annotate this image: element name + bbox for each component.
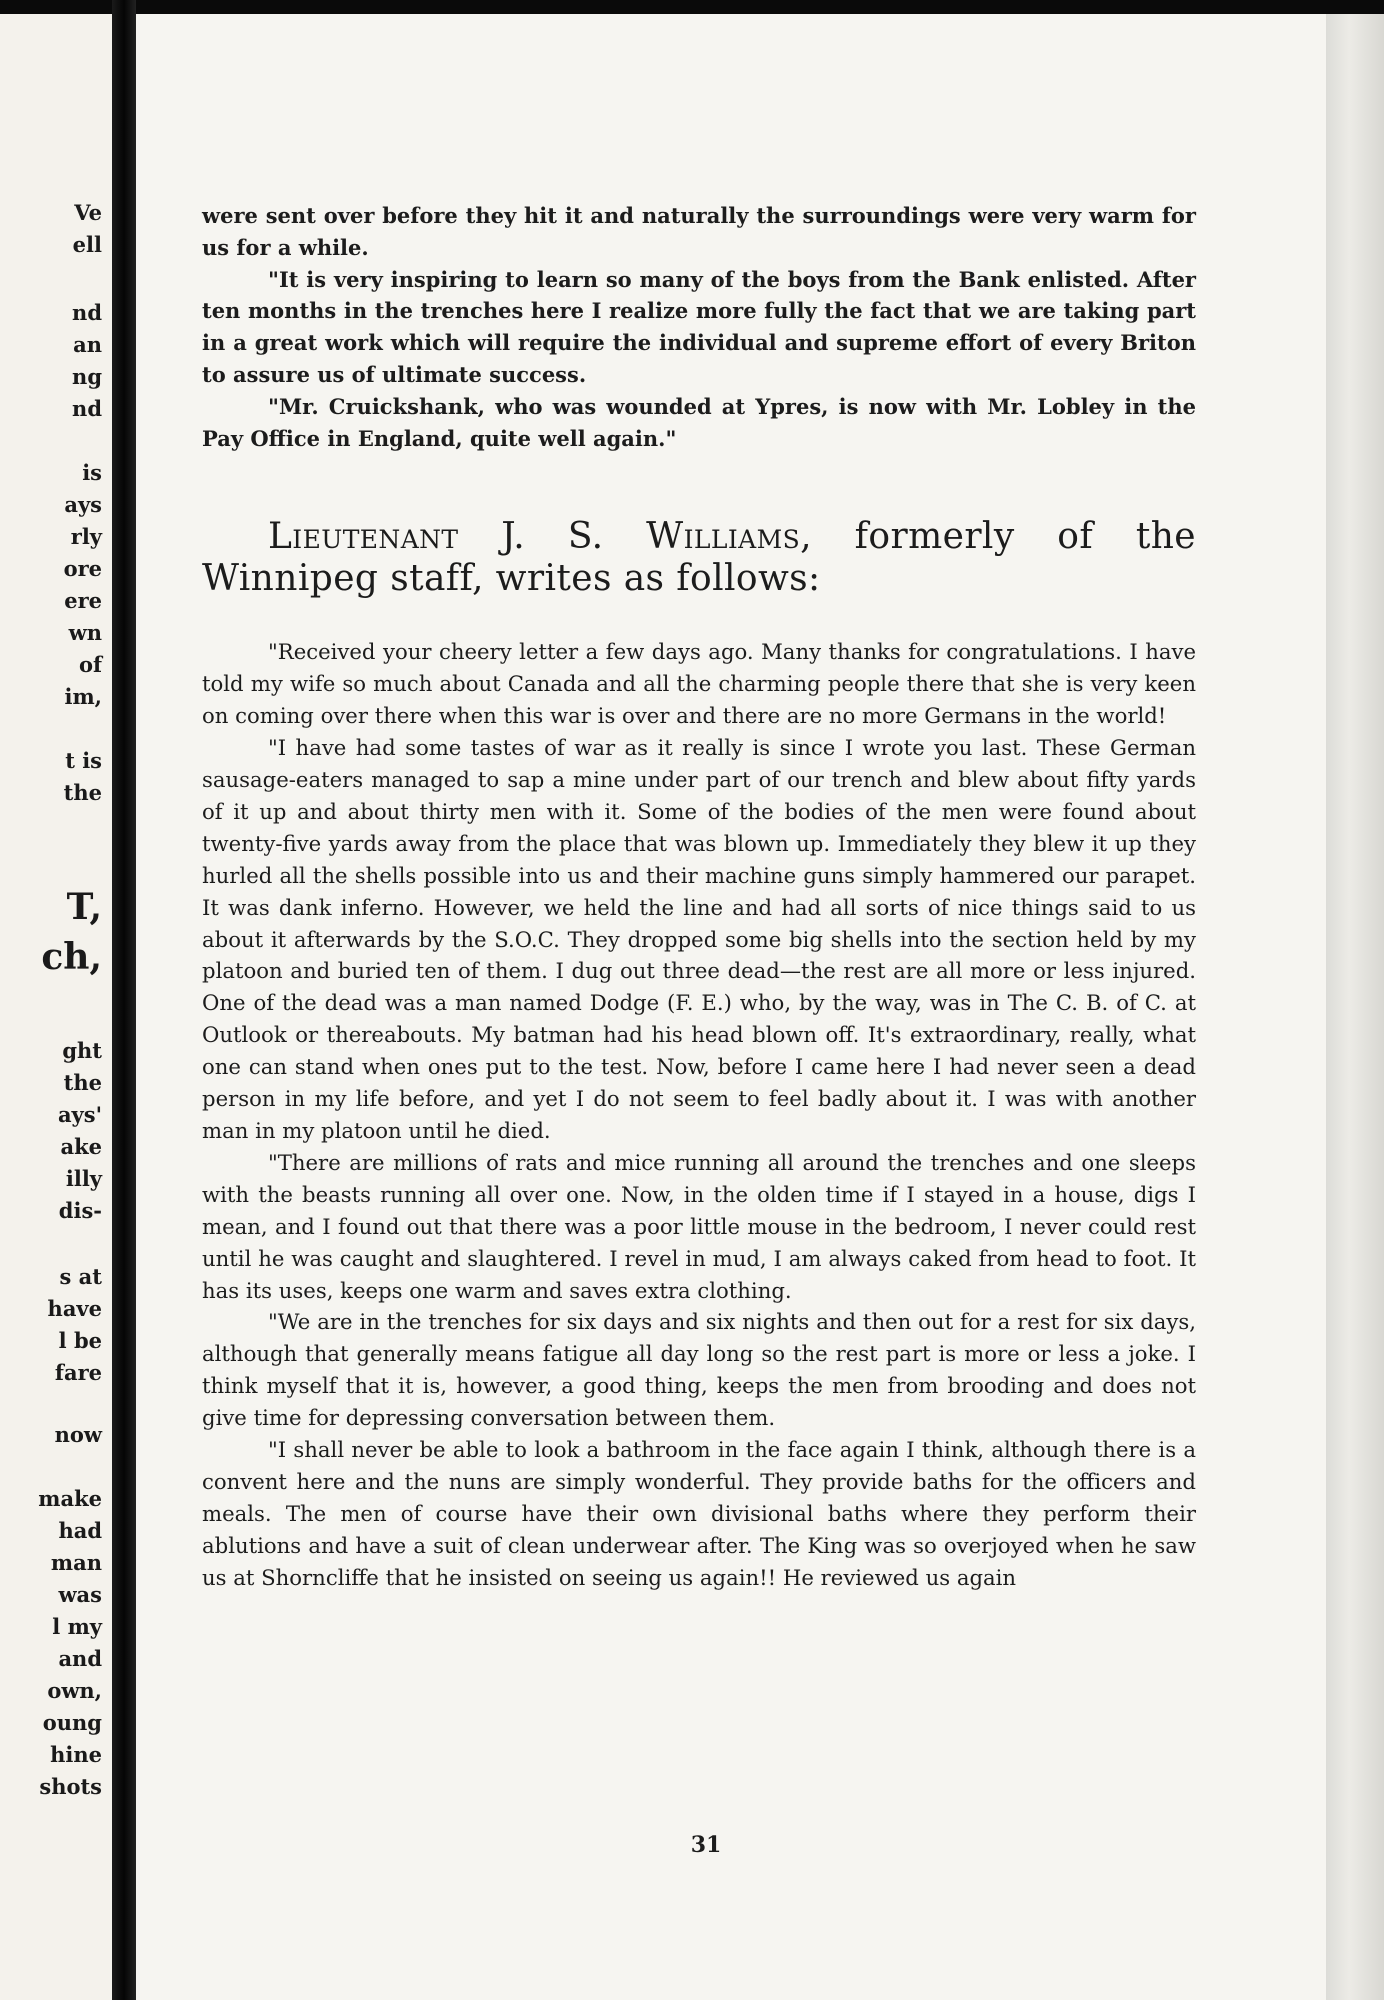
- facing-page-fragment: was: [58, 1582, 102, 1607]
- facing-page-fragment: s at: [59, 1264, 102, 1289]
- paragraph: "It is very inspiring to learn so many of the boys from the Bank enlisted. After ten months in the trenches here I realize more fully the fact that we are taking part in a great work which will require the individual and supreme effort of every Briton to assure us of ultimate success.: [202, 266, 1196, 387]
- facing-page-fragment: shots: [39, 1774, 102, 1799]
- facing-page-fragment: nd: [72, 396, 102, 421]
- facing-page-fragment: ch,: [41, 936, 102, 978]
- facing-page-fragment: fare: [54, 1360, 102, 1385]
- paragraph: "I have had some tastes of war as it really is since I wrote you last. These German sausage-eaters managed to sap a mine under part of our trench and blew about fifty yards of it up and about thirty men with it. Some of the bodies of the men were found about twenty-five yards away from the place that was blown up. Immediately they blew it up they hurled all the shells possible into us and their machine guns simply hammered our parapet. It was dank inferno. However, we held the line and had all sorts of nice things said to us about it afterwards by the S.O.C. They dropped some big shells into the section held by my platoon and buried ten of them. I dug out three dead—the rest are all more or less injured. One of the dead was a man named Dodge (F. E.) who, by the way, was in The C. B. of C. at Outlook or thereabouts. My batman had his head blown off. It's extraordinary, really, what one can stand when ones put to the test. Now, before I came here I had never seen a dead person in my life before, and yet I do not seem to feel badly about it. I was with another man in my platoon until he died.: [202, 735, 1196, 1143]
- facing-page-fragment: wn: [68, 620, 102, 645]
- book-gutter: [112, 0, 136, 2000]
- facing-page-fragment: of: [78, 652, 102, 677]
- page-body: [202, 200, 1196, 1594]
- page-stack-edge: [1326, 14, 1384, 2000]
- paragraph: "Mr. Cruickshank, who was wounded at Ypres, is now with Mr. Lobley in the Pay Office in England, quite well again.": [202, 393, 1196, 451]
- facing-page-fragment: l be: [58, 1328, 102, 1353]
- facing-page-fragment: im,: [64, 684, 102, 709]
- paragraph: "I shall never be able to look a bathroom in the face again I think, although there is a convent here and the nuns are simply wonderful. They provide baths for the officers and meals. The men of course have their own divisional baths where they perform their ablutions and have a suit of clean underwear after. The King was so overjoyed when he saw us at Shorncliffe that he insisted on seeing us again!! He reviewed us again: [202, 1437, 1196, 1590]
- facing-page-fragment: t is: [65, 748, 102, 773]
- facing-page-fragment: now: [54, 1422, 102, 1447]
- facing-page-fragment: own,: [47, 1678, 102, 1703]
- facing-page-edge: [0, 14, 112, 2000]
- page-number: 31: [690, 1832, 722, 1858]
- facing-page-fragment: ore: [63, 556, 102, 581]
- paragraph: "We are in the trenches for six days and six nights and then out for a rest for six days, although that generally means fatigue all day long so the rest part is more or less a joke. I think myself that it is, however, a good thing, keeps the men from brooding and does not give time for depressing conversation between them.: [202, 1309, 1196, 1431]
- book-page: [136, 14, 1326, 2000]
- facing-page-fragment: ght: [62, 1038, 102, 1063]
- facing-page-fragment: T,: [66, 886, 102, 928]
- facing-page-fragment: Ve: [74, 200, 102, 225]
- facing-page-fragment: have: [47, 1296, 102, 1321]
- paragraph: were sent over before they hit it and naturally the surroundings were very warm for us for a while.: [202, 203, 1196, 260]
- paragraph: "Received your cheery letter a few days ago. Many thanks for congratulations. I have told my wife so much about Canada and all the charming people there that she is very keen on coming over there when this war is over and there are no more Germans in the world!: [202, 639, 1196, 729]
- scan-top-border: [0, 0, 1384, 14]
- paragraph: "There are millions of rats and mice running all around the trenches and one sleeps with the beasts running all over one. Now, in the olden time if I stayed in a house, digs I mean, and I found out that there was a poor little mouse in the bedroom, I never could rest until he was caught and slaughtered. I revel in mud, I am always caked from head to foot. It has its uses, keeps one warm and saves extra clothing.: [202, 1149, 1196, 1303]
- facing-page-fragment: ays: [64, 492, 102, 517]
- facing-page-fragment: oung: [42, 1710, 102, 1735]
- facing-page-fragment: is: [82, 460, 102, 485]
- facing-page-fragment: and: [58, 1646, 102, 1671]
- heading-name: Lieutenant J. S. Williams,: [268, 516, 812, 558]
- heading-rest: formerly of the Winnipeg staff, writes as follows:: [202, 516, 1196, 600]
- facing-page-fragment: an: [73, 332, 102, 357]
- letter-body: [202, 636, 1196, 1593]
- facing-page-fragment: ake: [60, 1134, 102, 1159]
- facing-page-fragment: l my: [52, 1614, 102, 1639]
- facing-page-fragment: nd: [72, 300, 102, 325]
- facing-page-fragment: the: [63, 1070, 102, 1095]
- section-heading: [202, 516, 1196, 600]
- facing-page-fragment: rly: [70, 524, 102, 549]
- facing-page-fragment: illy: [65, 1166, 102, 1191]
- facing-page-fragment: ays': [57, 1102, 102, 1127]
- facing-page-fragment: hine: [50, 1742, 102, 1767]
- facing-page-fragment: ere: [64, 588, 102, 613]
- facing-page-fragment: had: [58, 1518, 102, 1543]
- facing-page-fragment: dis-: [58, 1198, 102, 1223]
- facing-page-fragment: man: [50, 1550, 102, 1575]
- facing-page-fragment: make: [38, 1486, 102, 1511]
- facing-page-fragment: the: [63, 780, 102, 805]
- facing-page-fragment: ng: [72, 364, 102, 389]
- facing-page-fragment: ell: [72, 232, 102, 257]
